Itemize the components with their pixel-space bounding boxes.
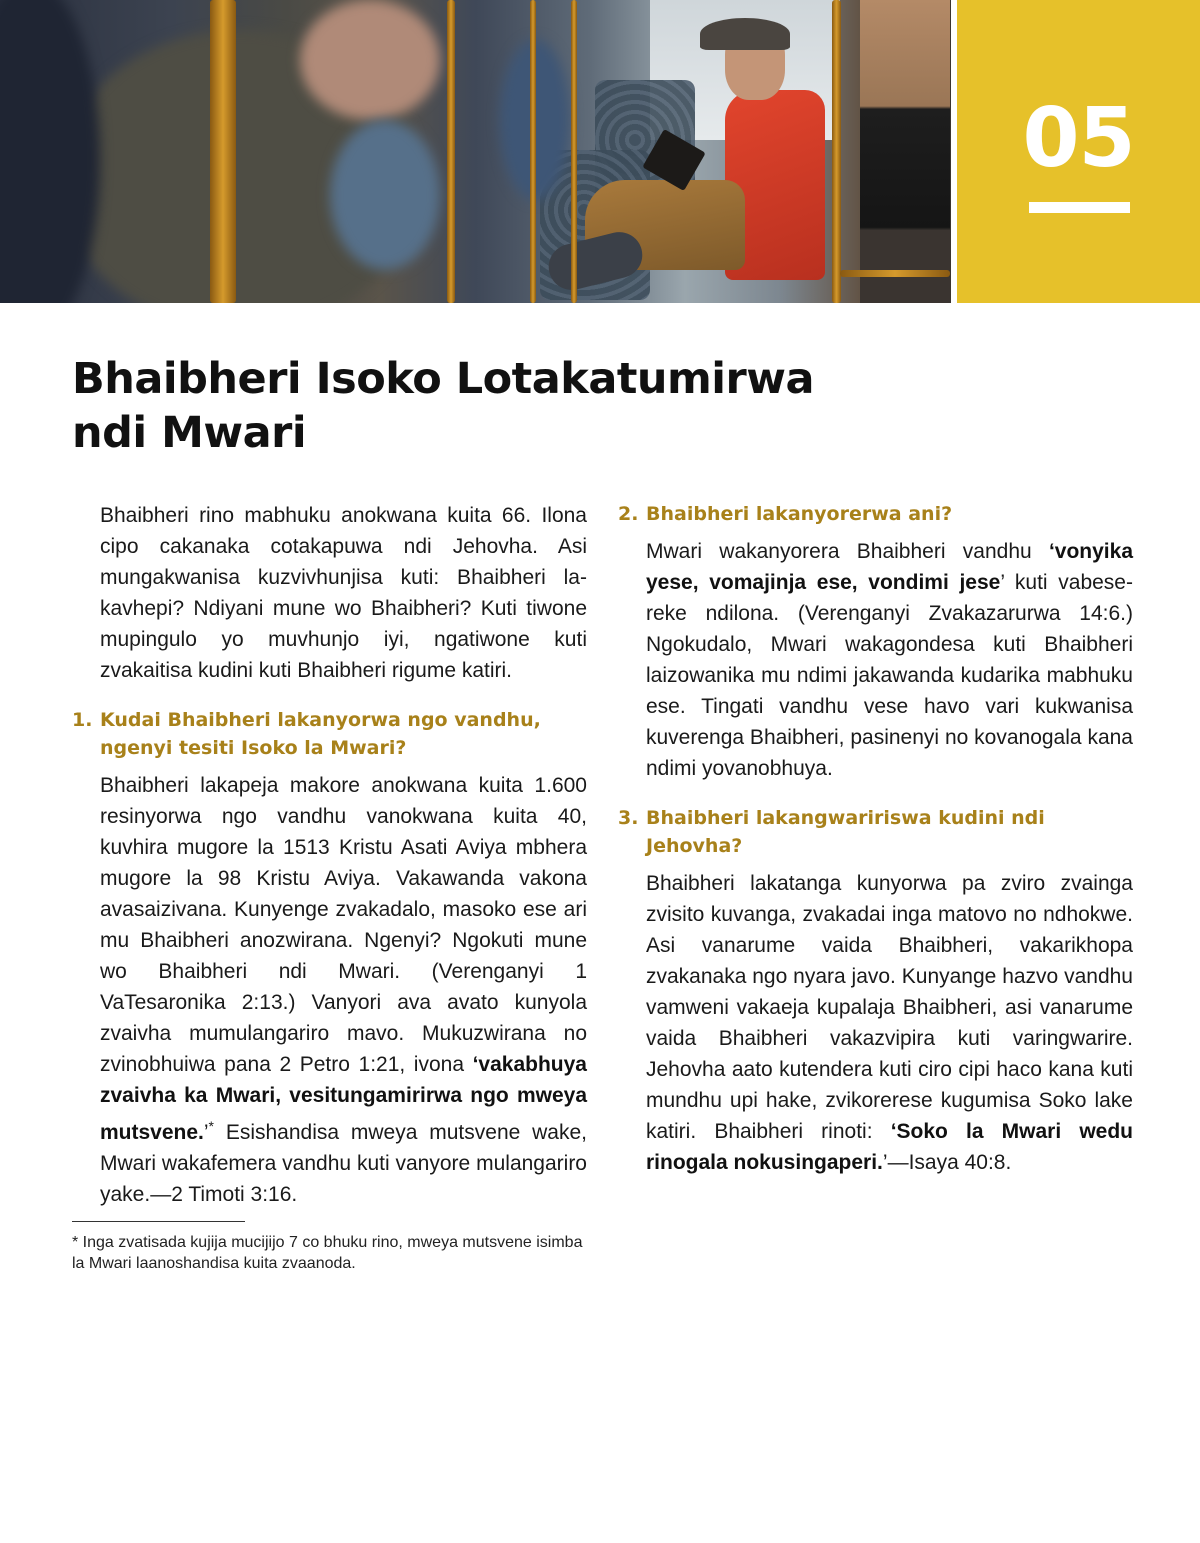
page-title-line-2: ndi Mwari (72, 408, 307, 458)
photo-pole (530, 0, 536, 303)
scripture-quote: ‘Soko la Mwari wedu rinogala nokusingaperi. (646, 1120, 1133, 1174)
photo-standing-passenger (860, 0, 950, 303)
answer-1-paragraph (72, 770, 587, 1210)
question-1 (72, 706, 587, 762)
answer-text: Mwari wakanyorera Bhaibheri vandhu (646, 540, 1049, 563)
answer-text: —Isaya 40:8. (887, 1151, 1012, 1174)
page-title-line-1: Bhaibheri Isoko Lotakatumirwa (72, 354, 814, 404)
photo-pole (840, 270, 950, 277)
footnote-divider (72, 1221, 245, 1222)
question-text: Bhaibheri lakanyorerwa ani? (646, 503, 953, 525)
chapter-number-block (957, 0, 1200, 303)
chapter-number-underline (1029, 202, 1130, 213)
intro-paragraph: Bhaibheri rino mabhuku anokwana kuita 66. Ilona cipo cakanaka cotakapuwa ndi Jehovha. Asi mungakwanisa kuzvivhunjisa kuti: Bhaibheri lakavhepi? Ndiyani mune wo Bhaibheri? Kuti tiwone mupingulo yo muvhunjo iyi, ngatiwone kuti zvakaitisa kudini kuti Bhaibheri rigume katiri. (100, 504, 587, 682)
right-column (618, 500, 1133, 1178)
question-text: Bhaibheri lakangwaririswa kudini ndi Jehovha? (646, 807, 1045, 857)
answer-text: kuti vabesereke ndilona. (Verenganyi Zvakazarurwa 14:6.) Ngokudalo, Mwari wakagondesa kuti Bhaibheri laizowanika mu ndimi jakawanda kudarika mabhuku ese. Tingati vandhu vese havo vari kukwanisa kuverenga Bhaibheri, pasinenyi no kovanogala kana ndimi yovanobhuya. (646, 571, 1133, 780)
photo-dark-edge (0, 0, 100, 303)
question-2 (618, 500, 1133, 528)
question-text: Kudai Bhaibheri lakanyorwa ngo vandhu, ngenyi tesiti Isoko la Mwari? (100, 709, 541, 759)
footnote-marker-link[interactable]: * (208, 1118, 214, 1134)
question-3 (618, 804, 1133, 860)
footnote: * Inga zvatisada kujija mucijijo 7 co bhuku rino, mweya mutsvene isimba la Mwari laanoshandisa kuita zvaanoda. (72, 1234, 583, 1272)
answer-text: Bhaibheri lakapeja makore anokwana kuita 1.600 resinyorwa ngo vandhu vanokwana kuita 40, kuvhira mugore la 1513 Kristu Asati Aviya mbhera mugore la 98 Kristu Aviya. Vakawanda vakona avasaizivana. Kunyenge zvakadalo, masoko ese ari mu Bhaibheri anozwirana. Ngenyi? Ngokuti mune wo Bhaibheri ndi Mwari. (Verenganyi 1 VaTesaronika 2:13.) Vanyori ava avato kunyola zvaivha mumulangariro mavo. Mukuzwirana no zvinobhuiwa pana 2 Petro 1:21, ivona (100, 774, 587, 1076)
answer-text: Bhaibheri lakatanga kunyorwa pa zviro zvainga zvisito kuvanga, zvakadai inga matovo no ndhokwe. Asi vanarume vaida Bhaibheri, vakarikhopa zvakanaka ngo nyara javo. Kunyange hazvo vandhu vamweni vakaeja kupalaja Bhaibheri, asi vanarume vaida Bhaibheri vakazvipira kuti varingwarire. Jehovha aato kutendera kuti ciro cipi haco kana kuti mundhu upi hake, zvikorerese kugumisa Soko lake katiri. Bhaibheri rinoti: (646, 872, 1133, 1143)
chapter-number (957, 91, 1200, 186)
quote-close: ’ (203, 1121, 209, 1144)
header-photo (0, 0, 951, 303)
photo-pole (447, 0, 455, 303)
chapter-number-text: 05 (1022, 91, 1135, 186)
question-number: 3. (618, 807, 639, 829)
photo-pole (210, 0, 236, 303)
question-number: 2. (618, 503, 639, 525)
scripture-quote: ‘vonyika yese, vomajinja ese, vondimi jese (646, 540, 1133, 594)
photo-pole (571, 0, 577, 303)
answer-3-paragraph (618, 868, 1133, 1178)
photo-passenger-shirt (330, 120, 440, 270)
photo-pole (832, 0, 841, 303)
quote-close: ’ (1000, 571, 1005, 594)
left-column (72, 500, 587, 1210)
photo-passenger-head (300, 0, 440, 120)
answer-2-paragraph (618, 536, 1133, 784)
photo-reader-cap (700, 18, 790, 50)
answer-text: Esishandisa mweya mutsvene wake, Mwari wakafemera vandhu kuti vanyore mulangariro yake.—2 Timoti 3:16. (100, 1121, 587, 1206)
quote-close: ’ (882, 1151, 888, 1174)
scripture-quote: ‘vakabhuya zvaivha ka Mwari, vesitungamirirwa ngo mweya mutsvene. (100, 1053, 587, 1144)
question-number: 1. (72, 709, 93, 731)
page-title (72, 352, 892, 460)
